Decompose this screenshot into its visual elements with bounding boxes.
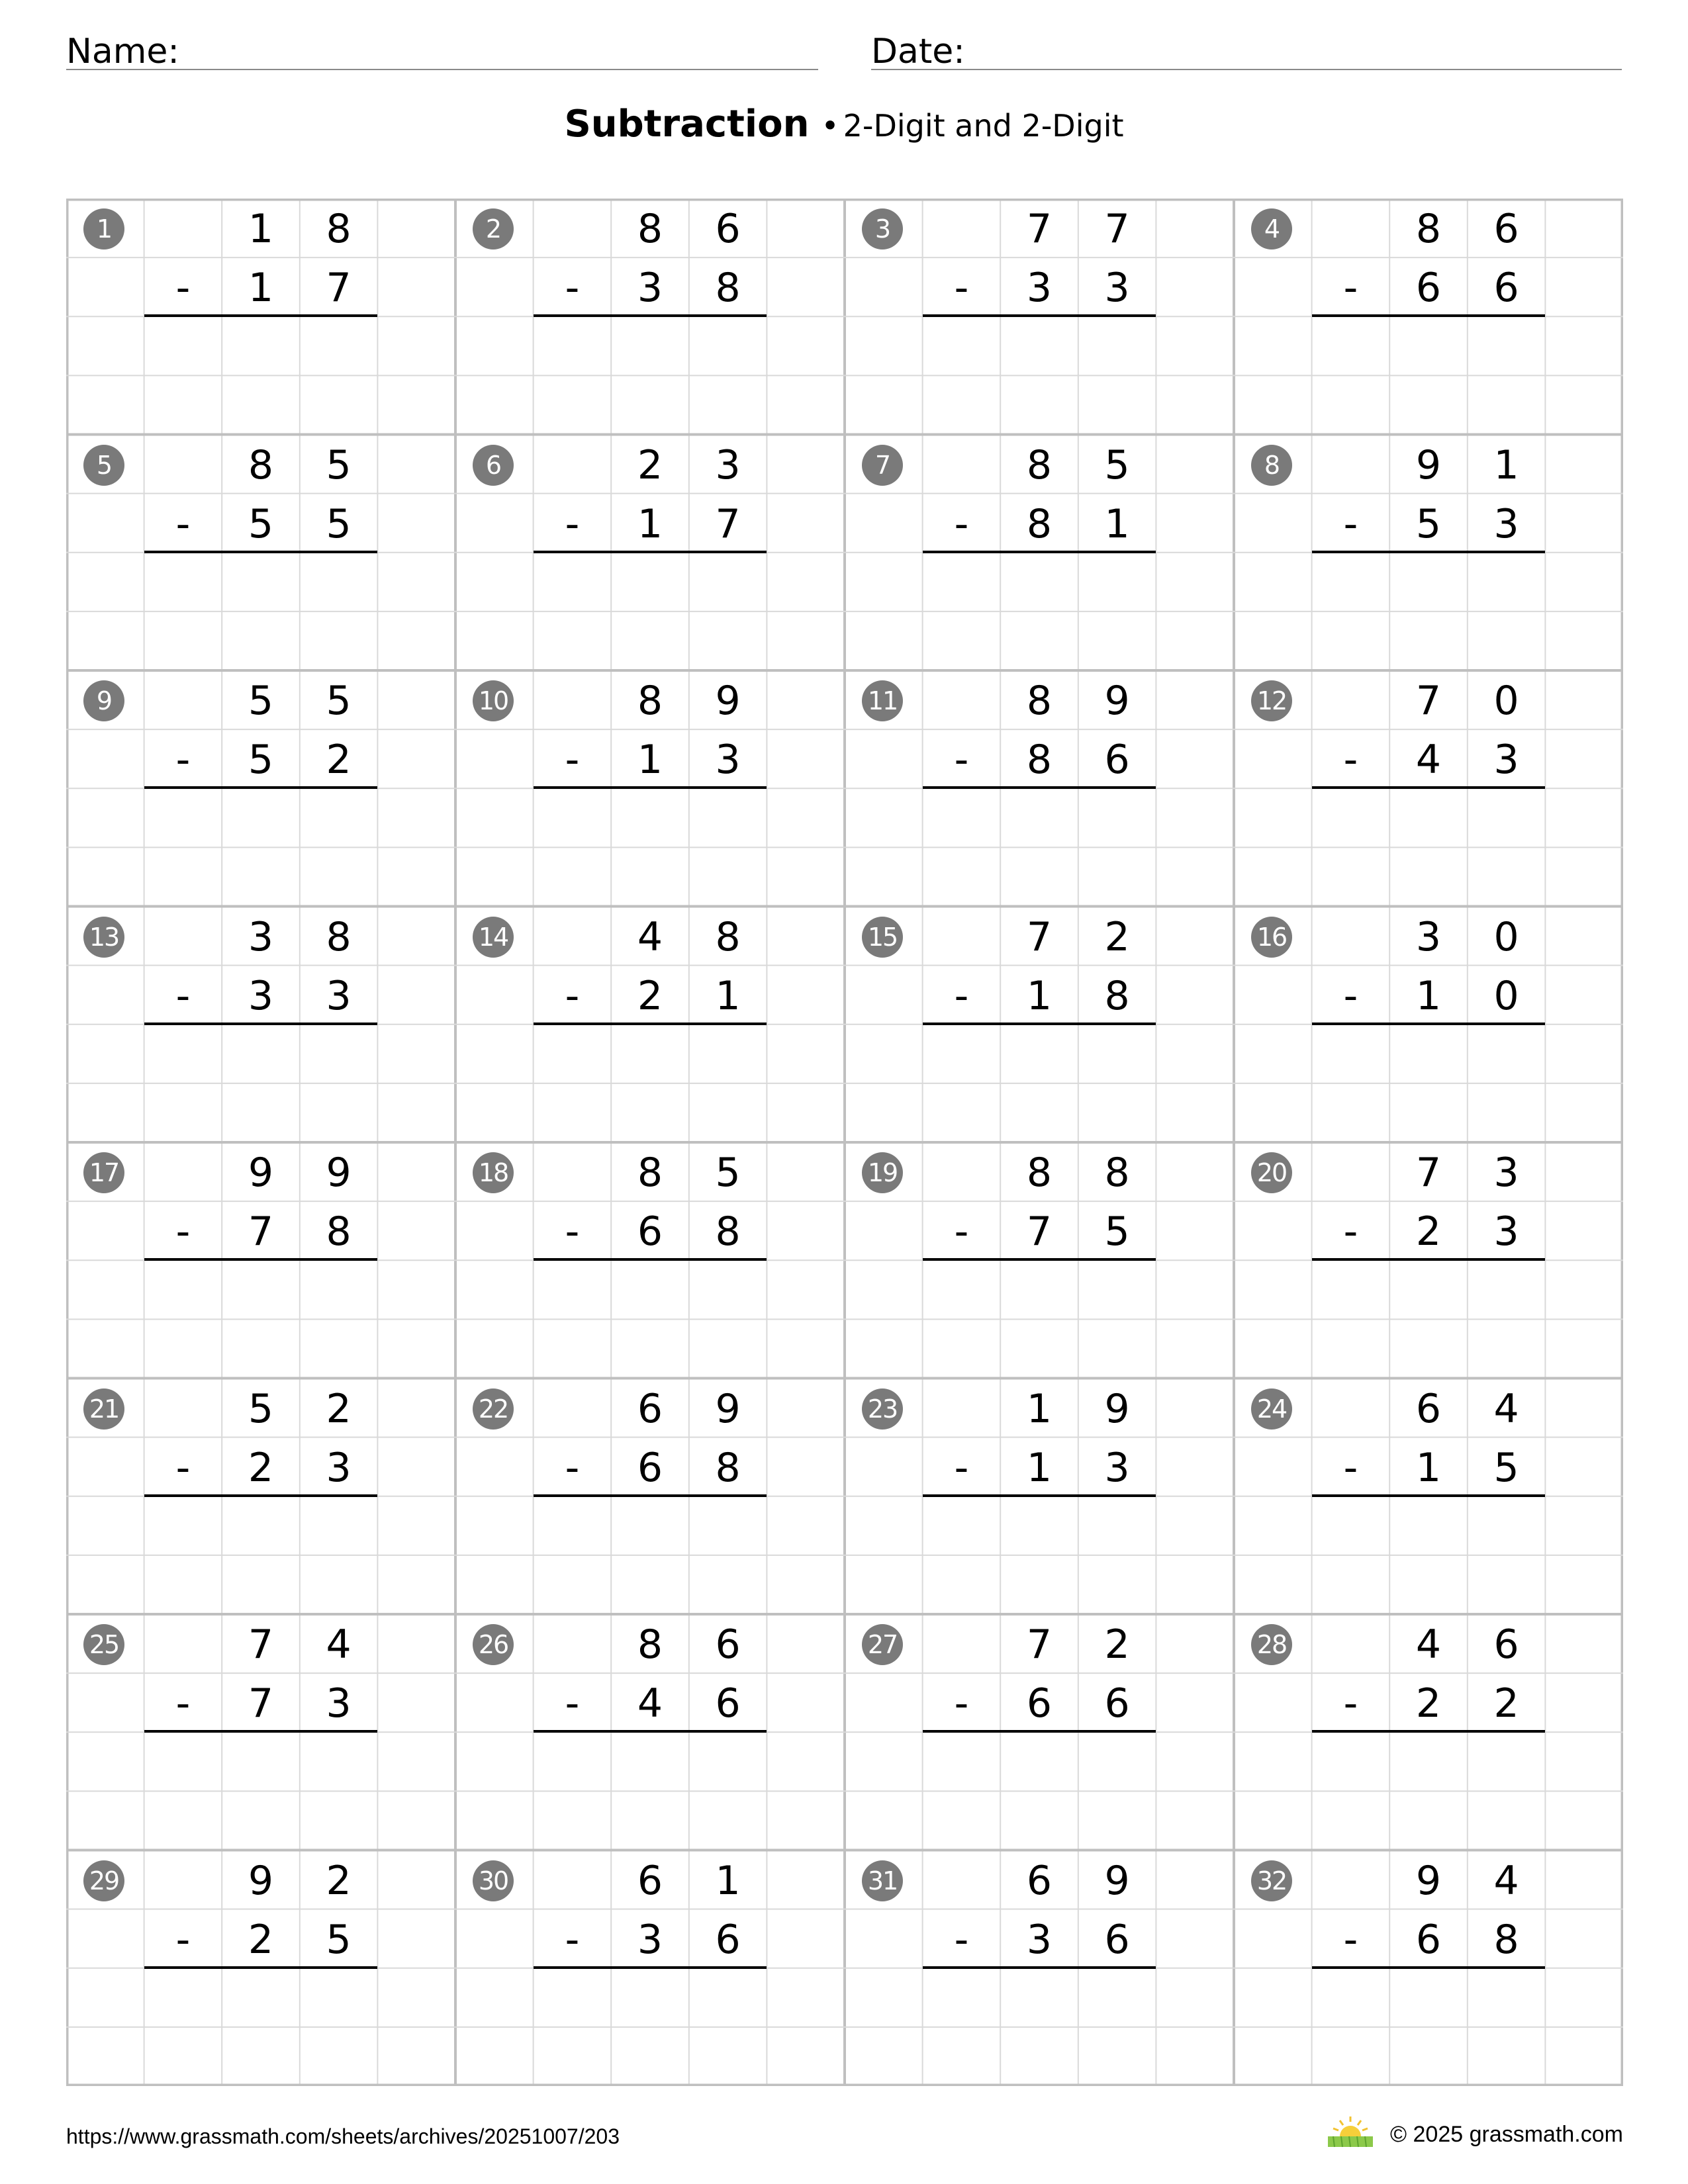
minuend-ones-digit: 2 [1104, 1621, 1130, 1668]
subtrahend-tens-digit: 4 [1415, 737, 1442, 784]
minus-sign: - [565, 1208, 580, 1255]
problem [455, 435, 845, 671]
minuend-ones-digit: 8 [1104, 1150, 1130, 1196]
minus-sign: - [954, 1680, 969, 1727]
minuend-tens-digit: 8 [637, 1150, 663, 1196]
subtrahend-tens-digit: 7 [1026, 1208, 1053, 1255]
minuend-ones-digit: 6 [715, 206, 741, 252]
answer-line [144, 1023, 378, 1025]
problem [66, 1850, 455, 2087]
problem-number-badge: 17 [83, 1152, 124, 1193]
minuend-ones-digit: 2 [326, 1857, 352, 1904]
answer-line [534, 1966, 767, 1969]
minuend-ones-digit: 7 [1104, 206, 1130, 252]
answer-line [923, 786, 1156, 789]
minuend-ones-digit: 1 [1493, 441, 1519, 488]
minuend-ones-digit: 9 [1104, 1857, 1130, 1904]
problem-number-badge: 20 [1251, 1152, 1292, 1193]
minus-sign: - [1343, 1680, 1358, 1727]
subtrahend-ones-digit: 8 [1104, 972, 1130, 1019]
minuend-ones-digit: 3 [1493, 1150, 1519, 1196]
problem [1234, 907, 1623, 1143]
subtrahend-tens-digit: 6 [1415, 1916, 1442, 1963]
problem-number-badge: 16 [1251, 917, 1292, 958]
problem [66, 670, 455, 907]
subtrahend-ones-digit: 8 [715, 1444, 741, 1491]
problem-number-badge: 7 [862, 445, 903, 486]
problem-number-badge: 25 [83, 1624, 124, 1665]
subtrahend-ones-digit: 3 [1493, 737, 1519, 784]
subtrahend-ones-digit: 3 [326, 1680, 352, 1727]
problem [66, 1614, 455, 1850]
problem [1234, 435, 1623, 671]
subtrahend-ones-digit: 0 [1493, 972, 1519, 1019]
minuend-tens-digit: 6 [1026, 1857, 1053, 1904]
problem-number-badge: 21 [83, 1388, 124, 1430]
minuend-tens-digit: 2 [637, 441, 663, 488]
minuend-ones-digit: 9 [1104, 678, 1130, 724]
subtrahend-tens-digit: 1 [1415, 972, 1442, 1019]
subtrahend-ones-digit: 7 [326, 265, 352, 312]
problem [66, 435, 455, 671]
minuend-tens-digit: 4 [637, 913, 663, 960]
problem-number-badge: 26 [473, 1624, 514, 1665]
problem [66, 1142, 455, 1379]
subtrahend-ones-digit: 3 [1104, 1444, 1130, 1491]
date-label: Date: [871, 32, 965, 71]
minus-sign: - [954, 972, 969, 1019]
subtrahend-ones-digit: 6 [715, 1916, 741, 1963]
answer-line [144, 1258, 378, 1261]
answer-line [534, 1730, 767, 1733]
subtrahend-tens-digit: 1 [637, 737, 663, 784]
minuend-tens-digit: 6 [1415, 1385, 1442, 1432]
problem-number-badge: 23 [862, 1388, 903, 1430]
problem [1234, 670, 1623, 907]
minuend-ones-digit: 4 [326, 1621, 352, 1668]
minus-sign: - [175, 500, 191, 547]
subtrahend-ones-digit: 8 [715, 265, 741, 312]
problem [845, 435, 1234, 671]
minuend-tens-digit: 3 [1415, 913, 1442, 960]
sun-over-grass-icon [1327, 2115, 1374, 2148]
minus-sign: - [175, 1208, 191, 1255]
footer-copyright: © 2025 grassmath.com [1390, 2122, 1623, 2147]
subtrahend-tens-digit: 1 [1415, 1444, 1442, 1491]
problem-number-badge: 31 [862, 1860, 903, 1901]
problem [845, 1614, 1234, 1850]
subtrahend-ones-digit: 6 [1104, 1916, 1130, 1963]
problem-number-badge: 14 [473, 917, 514, 958]
minus-sign: - [175, 1680, 191, 1727]
minuend-tens-digit: 8 [1026, 678, 1053, 724]
minuend-ones-digit: 8 [326, 206, 352, 252]
subtrahend-tens-digit: 1 [248, 265, 274, 312]
minuend-tens-digit: 7 [1026, 1621, 1053, 1668]
problem-number-badge: 22 [473, 1388, 514, 1430]
subtrahend-ones-digit: 5 [1493, 1444, 1519, 1491]
problem-number-badge: 9 [83, 680, 124, 721]
subtrahend-tens-digit: 6 [637, 1208, 663, 1255]
minuend-tens-digit: 4 [1415, 1621, 1442, 1668]
minus-sign: - [565, 972, 580, 1019]
problem [66, 1379, 455, 1615]
subtrahend-tens-digit: 1 [637, 500, 663, 547]
answer-line [923, 1494, 1156, 1497]
title-main: Subtraction [564, 103, 810, 146]
subtrahend-tens-digit: 1 [1026, 1444, 1053, 1491]
subtrahend-ones-digit: 2 [1493, 1680, 1519, 1727]
answer-line [144, 551, 378, 553]
minus-sign: - [565, 737, 580, 784]
minuend-tens-digit: 3 [248, 913, 274, 960]
minus-sign: - [954, 737, 969, 784]
subtrahend-ones-digit: 1 [1104, 500, 1130, 547]
problem [455, 907, 845, 1143]
answer-line [1312, 1494, 1546, 1497]
minuend-tens-digit: 9 [1415, 1857, 1442, 1904]
minuend-ones-digit: 5 [715, 1150, 741, 1196]
subtrahend-tens-digit: 5 [1415, 500, 1442, 547]
subtrahend-ones-digit: 6 [1104, 1680, 1130, 1727]
problem-number-badge: 29 [83, 1860, 124, 1901]
footer-url: https://www.grassmath.com/sheets/archives/20251007/203 [66, 2124, 620, 2148]
minuend-tens-digit: 7 [1415, 1150, 1442, 1196]
answer-line [923, 1258, 1156, 1261]
minus-sign: - [1343, 1916, 1358, 1963]
problem [455, 670, 845, 907]
subtrahend-tens-digit: 7 [248, 1208, 274, 1255]
subtrahend-tens-digit: 8 [1026, 500, 1053, 547]
minuend-ones-digit: 1 [715, 1857, 741, 1904]
minus-sign: - [1343, 972, 1358, 1019]
worksheet-title [0, 103, 1688, 146]
answer-line [923, 314, 1156, 317]
subtrahend-tens-digit: 8 [1026, 737, 1053, 784]
minus-sign: - [175, 972, 191, 1019]
problem [1234, 1850, 1623, 2087]
minus-sign: - [954, 500, 969, 547]
subtrahend-ones-digit: 3 [326, 972, 352, 1019]
answer-line [923, 1730, 1156, 1733]
minuend-tens-digit: 1 [248, 206, 274, 252]
answer-line [923, 1966, 1156, 1969]
subtrahend-ones-digit: 7 [715, 500, 741, 547]
problem [455, 1142, 845, 1379]
minuend-tens-digit: 9 [1415, 441, 1442, 488]
subtrahend-tens-digit: 2 [1415, 1680, 1442, 1727]
problem-number-badge: 15 [862, 917, 903, 958]
subtrahend-ones-digit: 1 [715, 972, 741, 1019]
subtrahend-ones-digit: 3 [1493, 500, 1519, 547]
minuend-tens-digit: 6 [637, 1385, 663, 1432]
problem [845, 907, 1234, 1143]
minuend-tens-digit: 7 [1026, 206, 1053, 252]
minuend-ones-digit: 2 [326, 1385, 352, 1432]
problem-number-badge: 18 [473, 1152, 514, 1193]
minuend-tens-digit: 9 [248, 1857, 274, 1904]
problem [66, 199, 455, 435]
subtrahend-ones-digit: 5 [1104, 1208, 1130, 1255]
minus-sign: - [954, 1916, 969, 1963]
problem-number-badge: 8 [1251, 445, 1292, 486]
subtrahend-ones-digit: 8 [1493, 1916, 1519, 1963]
minuend-ones-digit: 9 [715, 1385, 741, 1432]
answer-line [144, 786, 378, 789]
subtrahend-tens-digit: 2 [1415, 1208, 1442, 1255]
minus-sign: - [1343, 1208, 1358, 1255]
problem-number-badge: 13 [83, 917, 124, 958]
problem [845, 1850, 1234, 2087]
problem [66, 907, 455, 1143]
minus-sign: - [565, 1916, 580, 1963]
subtrahend-ones-digit: 6 [1104, 737, 1130, 784]
problem-number-badge: 11 [862, 680, 903, 721]
minus-sign: - [565, 1680, 580, 1727]
minus-sign: - [954, 1208, 969, 1255]
subtrahend-ones-digit: 6 [715, 1680, 741, 1727]
minuend-tens-digit: 8 [637, 678, 663, 724]
subtrahend-ones-digit: 3 [1493, 1208, 1519, 1255]
subtrahend-tens-digit: 3 [637, 1916, 663, 1963]
minuend-ones-digit: 9 [326, 1150, 352, 1196]
minus-sign: - [1343, 265, 1358, 312]
subtrahend-tens-digit: 2 [248, 1444, 274, 1491]
subtrahend-tens-digit: 3 [248, 972, 274, 1019]
problem-number-badge: 30 [473, 1860, 514, 1901]
minuend-ones-digit: 3 [715, 441, 741, 488]
subtrahend-tens-digit: 3 [1026, 1916, 1053, 1963]
subtrahend-ones-digit: 8 [326, 1208, 352, 1255]
problem [845, 670, 1234, 907]
subtrahend-tens-digit: 6 [637, 1444, 663, 1491]
minuend-tens-digit: 6 [637, 1857, 663, 1904]
minuend-ones-digit: 9 [715, 678, 741, 724]
minuend-ones-digit: 4 [1493, 1857, 1519, 1904]
problem-number-badge: 10 [473, 680, 514, 721]
problem-number-badge: 5 [83, 445, 124, 486]
answer-line [534, 1258, 767, 1261]
minuend-tens-digit: 1 [1026, 1385, 1053, 1432]
problem-number-badge: 2 [473, 208, 514, 250]
subtrahend-ones-digit: 5 [326, 500, 352, 547]
problem-number-badge: 28 [1251, 1624, 1292, 1665]
minuend-tens-digit: 9 [248, 1150, 274, 1196]
minuend-ones-digit: 0 [1493, 913, 1519, 960]
subtrahend-tens-digit: 2 [637, 972, 663, 1019]
minuend-tens-digit: 8 [637, 206, 663, 252]
answer-line [1312, 1258, 1546, 1261]
minuend-ones-digit: 6 [1493, 206, 1519, 252]
minuend-ones-digit: 6 [715, 1621, 741, 1668]
problem-grid [66, 199, 1623, 2086]
problem [1234, 1379, 1623, 1615]
minuend-ones-digit: 5 [1104, 441, 1130, 488]
problem-number-badge: 32 [1251, 1860, 1292, 1901]
minuend-tens-digit: 5 [248, 1385, 274, 1432]
subtrahend-tens-digit: 4 [637, 1680, 663, 1727]
answer-line [1312, 1966, 1546, 1969]
subtrahend-tens-digit: 2 [248, 1916, 274, 1963]
answer-line [1312, 786, 1546, 789]
subtrahend-tens-digit: 5 [248, 737, 274, 784]
minus-sign: - [565, 265, 580, 312]
minus-sign: - [565, 500, 580, 547]
answer-line [534, 551, 767, 553]
answer-line [534, 1494, 767, 1497]
subtrahend-ones-digit: 8 [715, 1208, 741, 1255]
answer-line [1312, 1730, 1546, 1733]
name-field[interactable] [66, 24, 818, 70]
minuend-tens-digit: 8 [1026, 441, 1053, 488]
minus-sign: - [1343, 1444, 1358, 1491]
subtrahend-ones-digit: 5 [326, 1916, 352, 1963]
problem-number-badge: 4 [1251, 208, 1292, 250]
problem-number-badge: 19 [862, 1152, 903, 1193]
minus-sign: - [175, 1916, 191, 1963]
answer-line [144, 1966, 378, 1969]
minus-sign: - [175, 1444, 191, 1491]
minuend-tens-digit: 8 [1026, 1150, 1053, 1196]
answer-line [1312, 551, 1546, 553]
minuend-ones-digit: 4 [1493, 1385, 1519, 1432]
problem [845, 1142, 1234, 1379]
answer-line [144, 1494, 378, 1497]
minuend-tens-digit: 8 [637, 1621, 663, 1668]
minuend-tens-digit: 5 [248, 678, 274, 724]
subtrahend-ones-digit: 3 [326, 1444, 352, 1491]
answer-line [534, 786, 767, 789]
problem-number-badge: 3 [862, 208, 903, 250]
subtrahend-tens-digit: 1 [1026, 972, 1053, 1019]
minuend-ones-digit: 8 [326, 913, 352, 960]
problem-number-badge: 1 [83, 208, 124, 250]
answer-line [923, 1023, 1156, 1025]
subtrahend-tens-digit: 6 [1415, 265, 1442, 312]
minuend-ones-digit: 5 [326, 441, 352, 488]
subtrahend-ones-digit: 3 [1104, 265, 1130, 312]
problem [455, 1850, 845, 2087]
minuend-ones-digit: 8 [715, 913, 741, 960]
problem [1234, 1614, 1623, 1850]
problem [845, 199, 1234, 435]
title-separator: • [821, 108, 839, 144]
minuend-tens-digit: 8 [248, 441, 274, 488]
answer-line [923, 551, 1156, 553]
problem [1234, 199, 1623, 435]
subtrahend-tens-digit: 3 [637, 265, 663, 312]
problem-number-badge: 27 [862, 1624, 903, 1665]
answer-line [534, 1023, 767, 1025]
answer-line [144, 314, 378, 317]
problem-number-badge: 6 [473, 445, 514, 486]
minuend-ones-digit: 2 [1104, 913, 1130, 960]
subtrahend-tens-digit: 3 [1026, 265, 1053, 312]
answer-line [1312, 1023, 1546, 1025]
problem [455, 199, 845, 435]
subtrahend-tens-digit: 7 [248, 1680, 274, 1727]
minuend-tens-digit: 8 [1415, 206, 1442, 252]
minuend-ones-digit: 9 [1104, 1385, 1130, 1432]
problem-number-badge: 12 [1251, 680, 1292, 721]
subtrahend-ones-digit: 3 [715, 737, 741, 784]
minus-sign: - [175, 737, 191, 784]
subtrahend-tens-digit: 6 [1026, 1680, 1053, 1727]
date-field[interactable] [871, 24, 1622, 70]
answer-line [1312, 314, 1546, 317]
minus-sign: - [565, 1444, 580, 1491]
problem-number-badge: 24 [1251, 1388, 1292, 1430]
subtrahend-ones-digit: 2 [326, 737, 352, 784]
subtrahend-tens-digit: 5 [248, 500, 274, 547]
minus-sign: - [954, 265, 969, 312]
subtrahend-ones-digit: 6 [1493, 265, 1519, 312]
minus-sign: - [1343, 500, 1358, 547]
name-label: Name: [66, 32, 179, 71]
problem [1234, 1142, 1623, 1379]
title-subtitle: 2-Digit and 2-Digit [843, 108, 1124, 144]
answer-line [534, 314, 767, 317]
minuend-tens-digit: 7 [1026, 913, 1053, 960]
minuend-ones-digit: 6 [1493, 1621, 1519, 1668]
problem [455, 1614, 845, 1850]
answer-line [144, 1730, 378, 1733]
minuend-tens-digit: 7 [248, 1621, 274, 1668]
minus-sign: - [954, 1444, 969, 1491]
problem [845, 1379, 1234, 1615]
minus-sign: - [175, 265, 191, 312]
minuend-ones-digit: 0 [1493, 678, 1519, 724]
minuend-ones-digit: 5 [326, 678, 352, 724]
problem [455, 1379, 845, 1615]
minus-sign: - [1343, 737, 1358, 784]
minuend-tens-digit: 7 [1415, 678, 1442, 724]
